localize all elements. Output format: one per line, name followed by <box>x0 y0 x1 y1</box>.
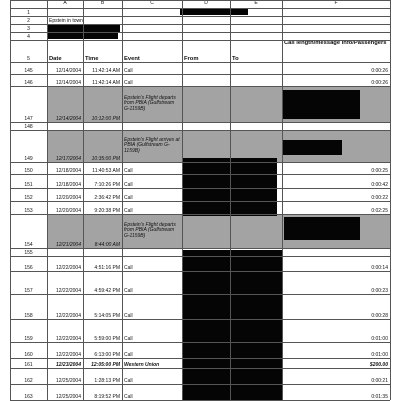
time-cell[interactable]: 8:19:52 PM <box>94 393 120 400</box>
time-cell[interactable]: 9:20:38 PM <box>94 207 120 214</box>
column-header[interactable]: F <box>334 0 338 7</box>
grid-line <box>390 0 391 400</box>
time-cell[interactable]: 10:35:00 PM <box>91 155 120 162</box>
event-cell[interactable]: Call <box>124 167 133 174</box>
call-length-cell[interactable]: $200.00 <box>369 361 388 368</box>
date-cell[interactable]: 12/22/2004 <box>55 312 81 319</box>
call-length-cell[interactable]: 0:00:26 <box>371 79 388 86</box>
grid-line <box>83 0 84 400</box>
grid-line <box>10 130 390 131</box>
column-header[interactable]: C <box>150 0 154 7</box>
grid-line <box>10 368 390 369</box>
row-number[interactable]: 161 <box>24 361 33 368</box>
grid-line <box>10 358 390 359</box>
date-cell[interactable]: 12/14/2004 <box>55 115 81 122</box>
call-length-cell[interactable]: 0:00:21 <box>371 377 388 384</box>
event-cell[interactable]: Epstein's Flight departs from PBIA (Gulfstream G-1159B) <box>124 95 176 112</box>
row-number[interactable]: 162 <box>24 377 33 384</box>
grid-line <box>47 0 48 400</box>
date-cell[interactable]: 12/20/2004 <box>55 207 81 214</box>
row-number[interactable]: 150 <box>24 167 33 174</box>
grid-line <box>10 201 390 202</box>
grid-line <box>10 0 390 1</box>
date-cell[interactable]: 12/22/2004 <box>55 287 81 294</box>
time-cell[interactable]: 10:12:00 PM <box>91 115 120 122</box>
grid-line <box>122 0 123 400</box>
event-cell[interactable]: Call <box>124 335 133 342</box>
date-cell[interactable]: 12/22/2004 <box>55 264 81 271</box>
date-cell[interactable]: 12/14/2004 <box>55 79 81 86</box>
time-cell[interactable]: 4:59:42 PM <box>94 287 120 294</box>
grid-line <box>10 174 390 175</box>
event-cell[interactable]: Call <box>124 312 133 319</box>
row-number[interactable]: 163 <box>24 393 33 400</box>
event-cell[interactable]: Call <box>124 181 133 188</box>
grid-line <box>10 32 390 33</box>
grid-line <box>182 0 183 400</box>
time-cell[interactable]: 6:13:00 PM <box>94 351 120 358</box>
row-number[interactable]: 1 <box>27 9 30 16</box>
row-number[interactable]: 2 <box>27 17 30 24</box>
row-number[interactable]: 160 <box>24 351 33 358</box>
event-cell[interactable]: Call <box>124 67 133 74</box>
header-time[interactable]: Time <box>85 55 99 62</box>
call-length-cell[interactable]: 0:00:28 <box>371 312 388 319</box>
date-cell[interactable]: 12/21/2004 <box>55 241 81 248</box>
grid-line <box>10 86 390 87</box>
row-number[interactable]: 156 <box>24 264 33 271</box>
row-number[interactable]: 153 <box>24 207 33 214</box>
grid-line <box>10 24 390 25</box>
row-number[interactable]: 3 <box>27 25 30 32</box>
call-length-cell[interactable]: 0:00:14 <box>371 264 388 271</box>
event-cell[interactable]: Call <box>124 377 133 384</box>
event-cell[interactable]: Western Union <box>124 361 160 368</box>
time-cell[interactable]: 2:36:42 PM <box>94 194 120 201</box>
call-length-cell[interactable]: 0:00:22 <box>371 194 388 201</box>
time-cell[interactable]: 12:05:00 PM <box>91 361 120 368</box>
row-number[interactable]: 4 <box>27 33 30 40</box>
event-cell[interactable]: Epstein's Flight arrives at PBIA (Gulfstream G-1159B) <box>124 137 180 154</box>
call-length-cell[interactable]: 0:00:23 <box>371 287 388 294</box>
grid-line <box>10 256 390 257</box>
column-header[interactable]: D <box>204 0 208 7</box>
grid-line <box>10 16 390 17</box>
call-length-cell[interactable]: 0:01:00 <box>371 351 388 358</box>
header-call-length[interactable]: Call length/message info/Passengers <box>284 40 387 46</box>
event-cell[interactable]: Call <box>124 264 133 271</box>
column-header[interactable]: A <box>63 0 67 7</box>
sheet-title[interactable]: Epstein in town <box>49 17 83 24</box>
row-number[interactable]: 158 <box>24 312 33 319</box>
header-event[interactable]: Event <box>124 55 140 62</box>
date-cell[interactable]: 12/17/2004 <box>55 155 81 162</box>
time-cell[interactable]: 5:59:00 PM <box>94 335 120 342</box>
row-number[interactable]: 154 <box>24 241 33 248</box>
grid-line <box>10 40 390 41</box>
header-from[interactable]: From <box>184 55 199 62</box>
event-cell[interactable]: Call <box>124 351 133 358</box>
redaction-title-bar <box>180 8 248 15</box>
date-cell[interactable]: 12/18/2004 <box>55 167 81 174</box>
call-length-cell[interactable]: 0:01:35 <box>371 393 388 400</box>
time-cell[interactable]: 11:42:14 AM <box>92 67 120 74</box>
row-number[interactable]: 157 <box>24 287 33 294</box>
call-length-cell[interactable]: 0:00:42 <box>371 181 388 188</box>
row-number[interactable]: 159 <box>24 335 33 342</box>
grid-line <box>10 319 390 320</box>
time-cell[interactable]: 11:40:53 AM <box>92 167 120 174</box>
grid-line <box>10 122 390 123</box>
date-cell[interactable]: 12/23/2004 <box>55 361 81 368</box>
grid-line <box>10 0 11 400</box>
event-cell[interactable]: Epstein's Flight departs from PBIA (Gulfstream G-1159B) <box>124 222 176 239</box>
call-length-cell[interactable] <box>282 130 390 162</box>
date-cell[interactable]: 12/25/2004 <box>55 393 81 400</box>
time-cell[interactable]: 8:44:00 AM <box>94 241 120 248</box>
event-cell[interactable]: Call <box>124 287 133 294</box>
time-cell[interactable]: 4:51:16 PM <box>94 264 120 271</box>
date-cell[interactable]: 12/22/2004 <box>55 351 81 358</box>
row-number[interactable]: 5 <box>27 55 30 62</box>
grid-line <box>10 62 390 63</box>
grid-line <box>10 74 390 75</box>
call-length-cell[interactable]: 0:00:25 <box>371 167 388 174</box>
date-cell[interactable]: 12/25/2004 <box>55 377 81 384</box>
date-cell[interactable]: 12/18/2004 <box>55 181 81 188</box>
grid-line <box>282 0 283 400</box>
time-cell[interactable]: 11:42:14 AM <box>92 79 120 86</box>
call-length-cell[interactable]: 0:02:25 <box>371 207 388 214</box>
row-number[interactable]: 152 <box>24 194 33 201</box>
call-length-cell[interactable]: 0:00:26 <box>371 67 388 74</box>
grid-line <box>10 162 390 163</box>
grid-line <box>230 0 231 400</box>
grid-line <box>10 342 390 343</box>
event-cell[interactable]: Call <box>124 207 133 214</box>
row-number[interactable]: 148 <box>24 123 33 130</box>
date-cell[interactable]: 12/22/2004 <box>55 335 81 342</box>
event-cell[interactable]: Call <box>124 79 133 86</box>
event-cell[interactable]: Call <box>124 194 133 201</box>
row-number[interactable]: 147 <box>24 115 33 122</box>
column-header[interactable]: E <box>254 0 258 7</box>
date-cell[interactable]: 12/14/2004 <box>55 67 81 74</box>
call-length-cell[interactable]: 0:01:00 <box>371 335 388 342</box>
grid-line <box>10 271 390 272</box>
grid-line <box>10 294 390 295</box>
row-number[interactable]: 149 <box>24 155 33 162</box>
row-number[interactable]: 145 <box>24 67 33 74</box>
row-number[interactable]: 155 <box>24 249 33 256</box>
time-cell[interactable]: 1:28:13 PM <box>94 377 120 384</box>
call-length-cell[interactable] <box>282 86 390 122</box>
grid-line <box>10 248 390 249</box>
row-number[interactable]: 146 <box>24 79 33 86</box>
time-cell[interactable]: 7:10:26 PM <box>94 181 120 188</box>
call-length-cell[interactable] <box>282 214 390 248</box>
row-number[interactable]: 151 <box>24 181 33 188</box>
header-date[interactable]: Date <box>49 55 62 62</box>
grid-line <box>10 384 390 385</box>
header-to[interactable]: To <box>232 55 239 62</box>
redaction-block-lower <box>182 250 282 400</box>
time-cell[interactable]: 5:14:05 PM <box>94 312 120 319</box>
grid-line <box>10 188 390 189</box>
grid-line <box>10 8 390 9</box>
date-cell[interactable]: 12/20/2004 <box>55 194 81 201</box>
grid-line <box>10 214 390 215</box>
column-header[interactable]: B <box>100 0 105 7</box>
event-cell[interactable]: Call <box>124 393 133 400</box>
